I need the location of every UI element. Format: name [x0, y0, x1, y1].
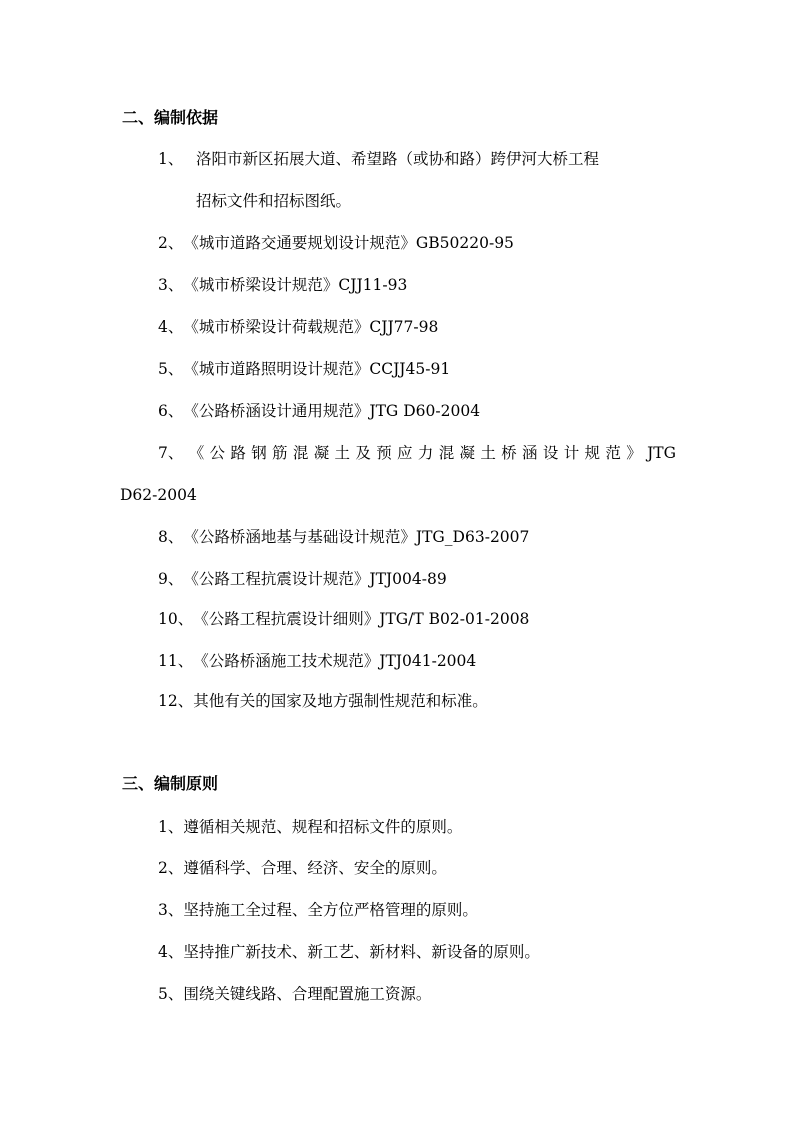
item-number: 5、: [158, 985, 184, 1003]
item-text: 坚持施工全过程、全方位严格管理的原则。: [183, 901, 478, 919]
item-number: 3、: [158, 901, 184, 919]
item-text: 遵循科学、合理、经济、安全的原则。: [183, 859, 447, 877]
item-number: 6、: [158, 402, 184, 420]
item-text: 其他有关的国家及地方强制性规范和标准。: [193, 692, 488, 710]
list-item: [158, 442, 676, 464]
item-text: 招标文件和招标图纸。: [196, 192, 352, 210]
list-item: [158, 148, 599, 170]
item-text: 《公路桥涵施工技术规范》JTJ041-2004: [193, 652, 477, 670]
item-number: 8、: [158, 528, 184, 546]
item-text: 坚持推广新技术、新工艺、新材料、新设备的原则。: [183, 943, 540, 961]
item-number: 9、: [158, 570, 184, 588]
list-item: [158, 899, 478, 921]
item-text: 洛阳市新区拓展大道、希望路（或协和路）跨伊河大桥工程: [196, 150, 600, 168]
item-number: 5、: [158, 360, 184, 378]
item-text: 《公路工程抗震设计规范》JTJ004-89: [183, 570, 447, 588]
item-text: 遵循相关规范、规程和招标文件的原则。: [183, 818, 463, 836]
list-item: [158, 316, 438, 338]
item-number: 4、: [158, 318, 184, 336]
list-item: [158, 941, 540, 963]
item-number: 10、: [158, 610, 194, 628]
list-item: [158, 690, 488, 712]
item-number: 12、: [158, 692, 194, 710]
list-item: [158, 400, 480, 422]
item-text: D62-2004: [120, 486, 197, 504]
list-item: [158, 232, 514, 254]
item-number: 11、: [158, 652, 194, 670]
item-number: 2、: [158, 859, 184, 877]
item-text: 《城市桥梁设计规范》CJJ11-93: [183, 276, 408, 294]
item-text: 《公路工程抗震设计细则》JTG/T B02-01-2008: [193, 610, 530, 628]
item-number: 3、: [158, 276, 184, 294]
item-number: 7、: [158, 444, 184, 462]
item-number: 1、: [158, 150, 184, 168]
list-item: [158, 857, 447, 879]
list-item: [158, 983, 431, 1005]
item-number: 2、: [158, 234, 184, 252]
list-item: [158, 568, 447, 590]
list-item-continuation: [196, 190, 351, 212]
item-text: 《公路钢筋混凝土及预应力混凝土桥涵设计规范》JTG: [183, 444, 676, 462]
item-text: 《城市道路交通要规划设计规范》GB50220-95: [183, 234, 514, 252]
item-text: 《城市道路照明设计规范》CCJJ45-91: [183, 360, 451, 378]
section-heading-basis: 二、编制依据: [122, 108, 219, 127]
item-text: 《公路桥涵设计通用规范》JTG D60-2004: [183, 402, 481, 420]
section-heading-principles: 三、编制原则: [122, 774, 219, 793]
item-text: 《公路桥涵地基与基础设计规范》JTG_D63-2007: [183, 528, 530, 546]
item-number: 1、: [158, 818, 184, 836]
list-item: [158, 608, 529, 630]
list-item: [158, 816, 462, 838]
list-item: [158, 650, 476, 672]
list-item: [158, 358, 450, 380]
list-item: [158, 526, 529, 548]
item-text: 围绕关键线路、合理配置施工资源。: [183, 985, 432, 1003]
item-number: 4、: [158, 943, 184, 961]
list-item: [158, 274, 407, 296]
list-item-continuation: [120, 484, 197, 506]
item-text: 《城市桥梁设计荷载规范》CJJ77-98: [183, 318, 439, 336]
